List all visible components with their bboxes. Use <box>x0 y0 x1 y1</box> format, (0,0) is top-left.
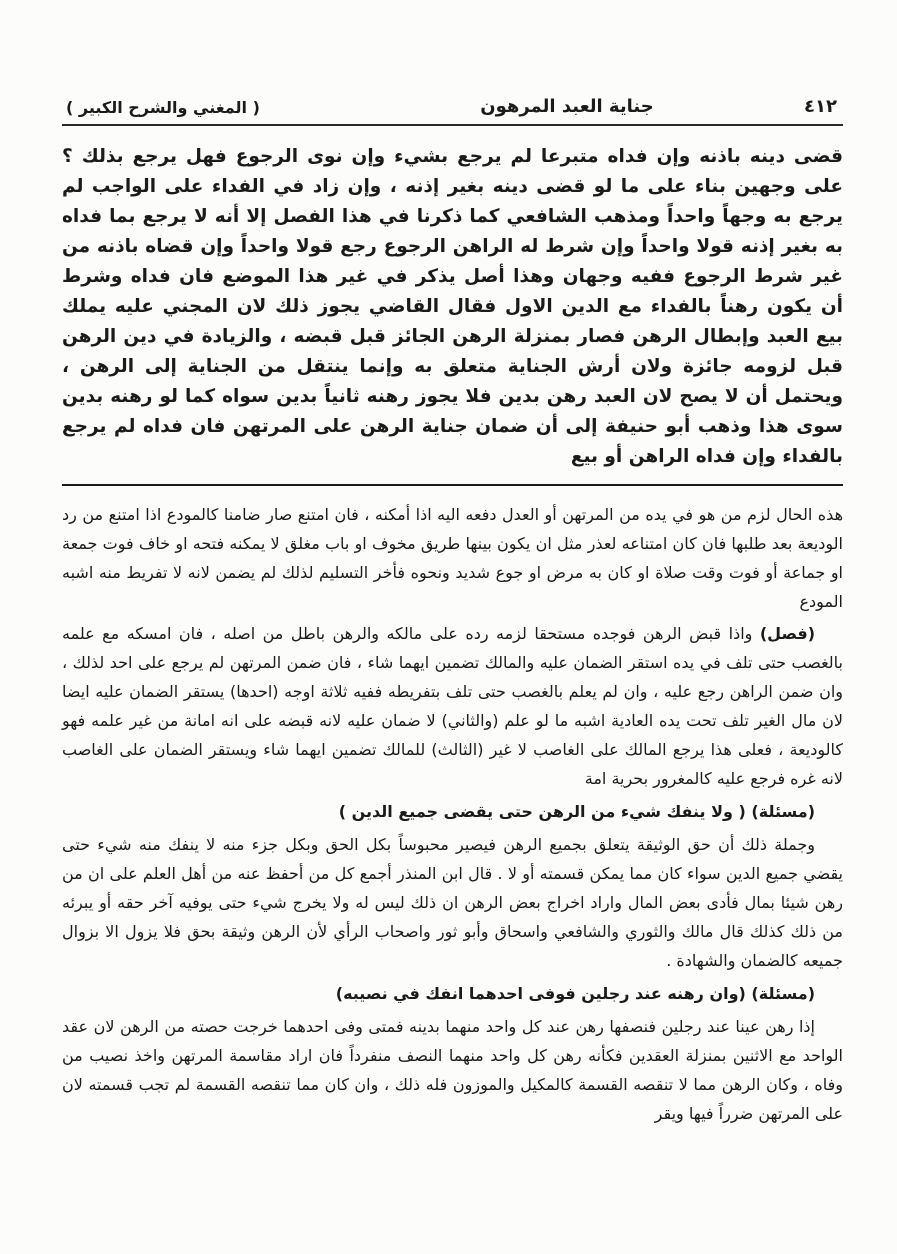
masala-heading <box>62 797 843 826</box>
heading-text: ( ولا ينفك شيء من الرهن حتى يقضى جميع الدين ) <box>338 802 746 821</box>
paragraph-text: هذه الحال لزم من هو في يده من المرتهن أو العدل دفعه اليه اذا أمكنه ، فان امتنع صار ضامنا كالمودع اذا امتنع من رد الوديعة بعد طلبها فان كان امتناعه لعذر مثل ان يكون بينها طريق مخوف او باب مغلق لا يمكنه فتحه او خاف فوت جمعة او جماعة أو فوت وقت صلاة او كان به مرض او جوع شديد ونحوه فأخر التسليم لذلك لم يضمن لانه لا تفريط منه اشبه المودع <box>62 505 843 611</box>
paragraph-text: وجملة ذلك أن حق الوثيقة يتعلق بجميع الرهن فيصير محبوساً بكل الحق وبكل جزء منه لا ينفك منه شيء حتى يقضي جميع الدين سواء كان مما يمكن قسمته أو لا . قال ابن المنذر أجمع كل من أحفظ عنه من أهل العلم على ان من رهن شيئا بمال فأدى بعض المال واراد اخراج بعض الرهن ان ذلك ليس له ولا يخرج شيء حتى يوفيه آخر حقه أو يبرئه من ذلك كذلك قال مالك والثوري والشافعي واسحاق وأبو ثور واصحاب الرأي لأن الرهن وثيقة بحق فلا يزول الا بزوال جميعه كالضمان والشهادة . <box>62 835 843 970</box>
commentary-section <box>62 500 843 1128</box>
commentary-paragraph <box>62 830 843 975</box>
masala-label: (مسئلة) <box>751 802 815 821</box>
page-header <box>62 96 843 122</box>
commentary-paragraph <box>62 619 843 793</box>
commentary-paragraph <box>62 1012 843 1128</box>
book-title: ( المغني والشرح الكبير ) <box>66 98 260 117</box>
masala-label: (مسئلة) <box>751 984 815 1003</box>
commentary-paragraph <box>62 500 843 616</box>
masala-heading <box>62 979 843 1008</box>
matn-section <box>62 142 843 472</box>
page-number: ٤١٢ <box>804 96 837 117</box>
fasl-label: (فصل) <box>759 624 816 643</box>
paragraph-text: إذا رهن عينا عند رجلين فنصفها رهن عند كل واحد منهما بدينه فمتى وفى احدهما خرجت حصته من الرهن لان عقد الواحد مع الاثنين بمنزلة العقدين فكأنه رهن كل واحد منهما النصف منفرداً فان اراد مقاسمة المرتهن واخذ نصيب من وفاه ، وكان الرهن مما لا تنقصه القسمة كالمكيل والموزون فله ذلك ، وان كان مما تنقصه القسمة لم تجب قسمته لان على المرتهن ضرراً فيها ويقر <box>62 1017 843 1123</box>
chapter-title: جناية العبد المرهون <box>480 96 654 117</box>
matn-text: قضى دينه باذنه وإن فداه متبرعا لم يرجع بشيء وإن نوى الرجوع فهل يرجع بذلك ؟ على وجهين بناء على ما لو قضى دينه بغير إذنه ، وإن زاد في الفداء على الواجب لم يرجع به وجهاً واحداً ومذهب الشافعي كما ذكرنا في هذا الفصل إلا أنه لا يرجع بما فداه به بغير إذنه قولا واحداً وإن شرط له الراهن الرجوع رجع قولا واحداً وإن قضاه باذنه من غير شرط الرجوع ففيه وجهان وهذا أصل يذكر في غير هذا الموضع فان فداه وشرط أن يكون رهناً بالفداء مع الدين الاول فقال القاضي يجوز ذلك لان المجني عليه يملك بيع العبد وإبطال الرهن فصار بمنزلة الرهن الجائز قبل قبضه ، والزيادة في دين الرهن قبل لزومه جائزة ولان أرش الجناية متعلق به وإنما ينتقل من الجناية إلى الرهن ، ويحتمل أن لا يصح لان العبد رهن بدين فلا يجوز رهنه ثانياً بدين سواه كما لو رهنه بدين سوى هذا وذهب أبو حنيفة إلى أن ضمان جناية الرهن على المرتهن فان فداه لم يرجع بالفداء وإن فداه الراهن أو بيع <box>62 146 843 467</box>
heading-text: (وان رهنه عند رجلين فوفى احدهما انفك في نصيبه) <box>335 984 746 1003</box>
header-rule <box>62 124 843 126</box>
section-divider <box>62 484 843 486</box>
paragraph-text: واذا قبض الرهن فوجده مستحقا لزمه رده على مالكه والرهن باطل من اصله ، فان امسكه مع علمه بالغصب حتى تلف في يده استقر الضمان عليه والمالك تضمين ايهما شاء ، فان ضمن المرتهن لم يرجع على احد لذلك ، وان ضمن الراهن رجع عليه ، وان لم يعلم بالغصب حتى تلف بتفريطه ففيه ثلاثة اوجه (احدها) يستقر الضمان عليه ايضا لان مال الغير تلف تحت يده العادية اشبه ما لو علم (والثاني) لا ضمان عليه لانه قبضه على انه امانة من غير علمه فهو كالوديعة ، فعلى هذا يرجع المالك على الغاصب لا غير (الثالث) للمالك تضمين ايهما شاء ويستقر الضمان على الغاصب لانه غره فرجع عليه كالمغرور بحرية امة <box>62 624 843 788</box>
